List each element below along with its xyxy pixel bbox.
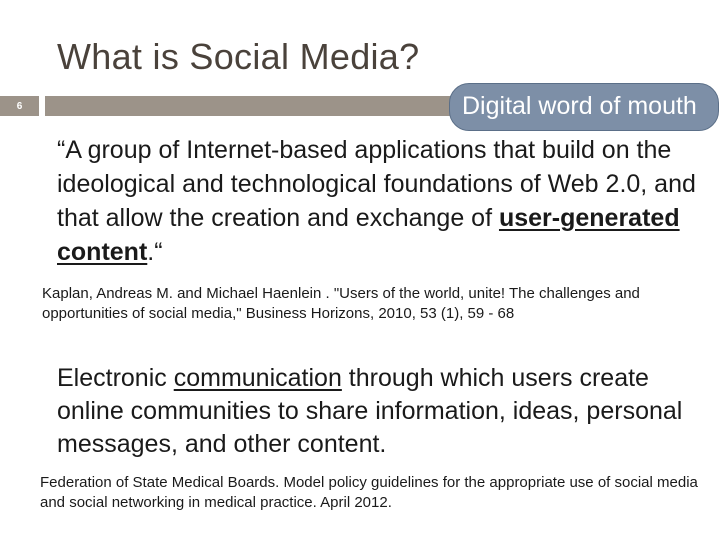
definition2-text-after: through which users create online communities to share information, ideas, personal messages, and other content. (57, 364, 683, 458)
quote-emphasis: user-generated content (57, 204, 680, 266)
definition2-emphasis: communication (173, 364, 342, 392)
quote-text-before: A group of Internet-based applications that build on the ideological and technological foundations of Web 2.0, and that allow the creation and exchange of (57, 136, 696, 232)
callout-text: Digital word of mouth (462, 92, 697, 120)
definition-fsmb (57, 362, 707, 461)
quote-text-after: .“ (147, 238, 163, 266)
callout-bubble (449, 83, 719, 131)
slide-title: What is Social Media? (57, 36, 420, 77)
citation-fsmb: Federation of State Medical Boards. Model policy guidelines for the appropriate use of social media and social networking in medical practice. April 2012. (40, 474, 698, 511)
slide-number: 6 (0, 96, 39, 116)
quote-open-mark: “ (57, 136, 66, 164)
citation-kaplan: Kaplan, Andreas M. and Michael Haenlein . "Users of the world, unite! The challenges and opportunities of social media," Business Horizons, 2010, 53 (1), 59 - 68 (42, 285, 640, 322)
definition-quote (57, 133, 717, 269)
definition2-text-before: Electronic (57, 364, 174, 392)
